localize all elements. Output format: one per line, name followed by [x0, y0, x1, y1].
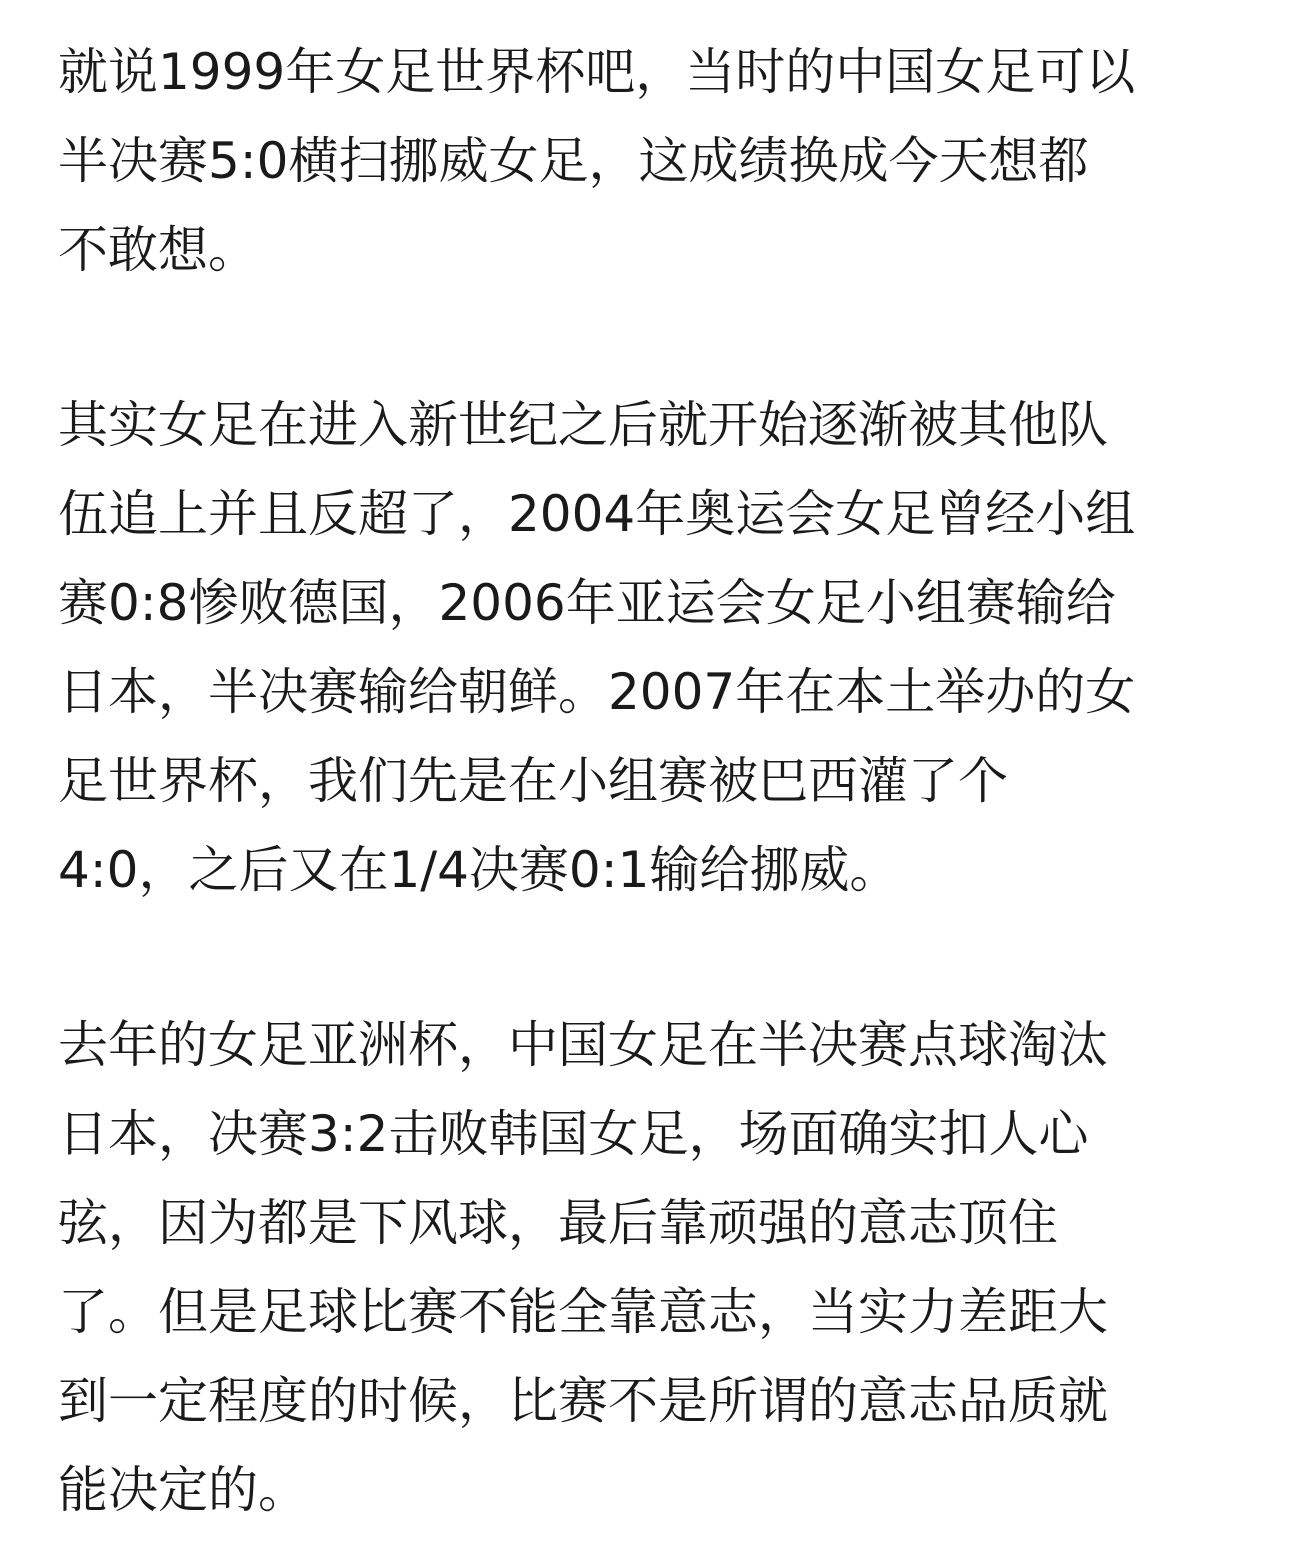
- paragraph-line: 能决定的。: [58, 1461, 308, 1519]
- paragraph-line: 弦，因为都是下风球，最后靠顽强的意志顶住: [58, 1194, 1058, 1252]
- paragraph-line: 伍追上并且反超了，2004年奥运会女足曾经小组: [58, 485, 1136, 543]
- paragraph-line: 半决赛5:0横扫挪威女足，这成绩换成今天想都: [58, 132, 1089, 190]
- paragraph-3: [58, 1001, 1258, 1535]
- paragraph-line: 了。但是足球比赛不能全靠意志，当实力差距大: [58, 1283, 1108, 1341]
- paragraph-line: 日本，半决赛输给朝鲜。2007年在本土举办的女: [58, 663, 1136, 721]
- paragraph-spacer: [58, 915, 1258, 1001]
- paragraph-line: 4:0，之后又在1/4决赛0:1输给挪威。: [58, 841, 900, 899]
- paragraph-line: 足世界杯，我们先是在小组赛被巴西灌了个: [58, 752, 1008, 810]
- paragraph-line: 不敢想。: [58, 221, 258, 279]
- paragraph-line: 赛0:8惨败德国，2006年亚运会女足小组赛输给: [58, 574, 1116, 632]
- paragraph-line: 日本，决赛3:2击败韩国女足，场面确实扣人心: [58, 1105, 1089, 1163]
- paragraph-line: 就说1999年女足世界杯吧，当时的中国女足可以: [58, 43, 1136, 101]
- paragraph-2: [58, 381, 1258, 915]
- paragraph-spacer: [58, 295, 1258, 381]
- paragraph-line: 到一定程度的时候，比赛不是所谓的意志品质就: [58, 1372, 1108, 1430]
- paragraph-1: [58, 28, 1258, 295]
- article-body: [58, 28, 1258, 1535]
- paragraph-line: 去年的女足亚洲杯，中国女足在半决赛点球淘汰: [58, 1016, 1108, 1074]
- paragraph-line: 其实女足在进入新世纪之后就开始逐渐被其他队: [58, 396, 1108, 454]
